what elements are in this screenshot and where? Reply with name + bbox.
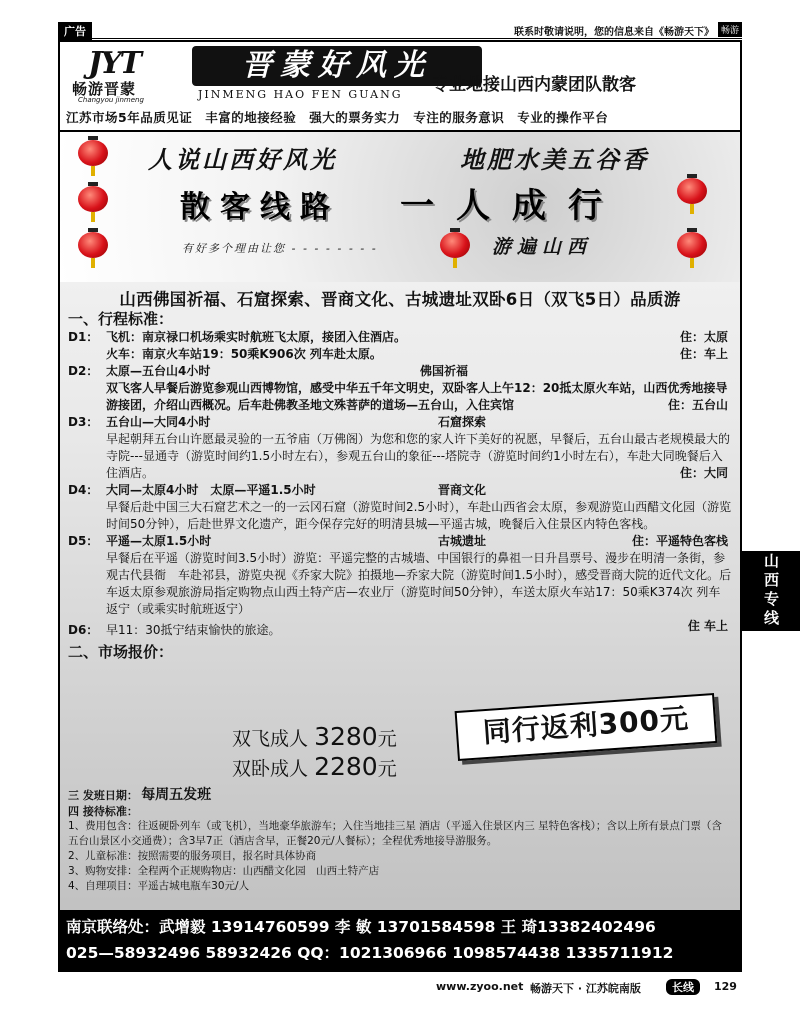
standard-item: 1、费用包含：往返硬卧列车（或飞机），当地豪华旅游车；入住当地挂三星 酒店（平遥入住景区内三 星特色客栈）；含以上所有景点门票（含五台山景区小交通费）；含3早7正（酒店含早，正餐20元/人餐标）；全程优秀地接导游服务。 [68, 820, 722, 847]
rebate-badge: 同行返利300元 [455, 693, 718, 761]
theme-tag: 佛国祈福 [420, 364, 469, 378]
stay-label: 住：太原 [679, 330, 728, 344]
brand-pinyin: JINMENG HAO FEN GUANG [198, 88, 403, 101]
day-6 [68, 622, 732, 639]
day-5 [68, 533, 732, 550]
standard-item: 4、自理项目：平遥古城电瓶车30元/人 [68, 880, 250, 892]
price-list [232, 723, 397, 783]
brand-tagline: 专业地接山西内蒙团队散客 [432, 75, 636, 95]
day-label: D3： [68, 415, 99, 429]
lantern-icon [438, 228, 472, 268]
poster-banner [60, 132, 740, 282]
day-label: D5： [68, 534, 99, 548]
stay-label: 住：大同 [679, 466, 728, 480]
lantern-icon [76, 228, 110, 268]
section-heading-price: 二、市场报价： [68, 643, 174, 661]
theme-tag: 晋商文化 [438, 483, 487, 497]
day-label: D4： [68, 483, 99, 497]
footer-publication: 畅游天下 · 江苏皖南版 [530, 982, 641, 995]
company-logo [66, 48, 176, 104]
flight-text: 飞机：南京禄口机场乘实时航班飞太原，接团入住酒店。 [106, 330, 407, 344]
day-desc: 早起朝拜五台山许愿最灵验的一五爷庙（万佛阁）为您和您的家人许下美好的祝愿，早餐后，五台山最古老规模最大的寺院---显通寺（游览时间约1.5小时左右），参观五台山的象征---塔院寺（游览时间约1小时左右），车赴大同晚餐后入住酒店。 [106, 432, 731, 480]
stay-label: 住 车上 [687, 619, 728, 633]
footer-website: www.zyoo.net [436, 980, 524, 993]
footer-section-pill: 长线 [666, 979, 700, 995]
itinerary [68, 310, 732, 662]
contact-bar [60, 910, 740, 970]
day-desc: 早餐后在平遥（游览时间3.5小时）游览：平遥完整的古城墙、中国银行的鼻祖一日升昌票号、漫步在明清一条街，参观古代县衙 车赴祁县，游览央视《乔家大院》拍摄地—乔家大院（游览时间1.5小时），感受晋商大院的近代文化。后车返太原参观旅游局指定购物点山西土特产店—农业厅（游览时间50分钟），车送太原火车站17：50乘K374次 列车返宁（或乘实时航班返宁） [106, 551, 732, 616]
logo-cn: 畅游晋蒙 [72, 80, 137, 98]
advertisement-frame [58, 40, 742, 972]
source-note: 联系时敬请说明，您的信息来自《畅游天下》 [514, 27, 714, 38]
price-label: 双飞成人 [232, 728, 309, 750]
day-3-desc [68, 431, 732, 482]
price-train [232, 753, 397, 783]
contact-line-1: 南京联络处：武增毅 13914760599 李 敏 13701584598 王 琦13382402496 [66, 918, 656, 936]
header [60, 42, 740, 132]
section-heading-itinerary: 一、行程标准： [68, 310, 174, 328]
price-value: 3280 [314, 722, 378, 751]
departure-row [68, 788, 732, 804]
brand-title: 晋蒙好风光 [192, 46, 482, 86]
page-number: 129 [714, 980, 737, 993]
departure-label: 三 发班日期： [68, 789, 138, 802]
stay-label: 住：平遥特色客栈 [631, 534, 728, 548]
side-tab: 山西专线 [742, 551, 800, 631]
poster-headline-left: 散客线路 [180, 190, 340, 225]
header-slogan: 江苏市场5年品质见证 丰富的地接经验 强大的票务实力 专注的服务意识 专业的操作平台 [66, 110, 609, 125]
standard-item: 2、儿童标准：按照需要的服务项目，报名时具体协商 [68, 850, 317, 862]
tour-title: 山西佛国祈福、石窟探索、晋商文化、古城遗址双卧6日（双飞5日）品质游 [119, 290, 681, 309]
magazine-mini-logo: 畅游 [718, 22, 742, 37]
departure-value: 每周五发班 [141, 787, 212, 803]
day-2-desc [68, 380, 732, 414]
lantern-icon [675, 174, 709, 214]
price-label: 双卧成人 [232, 758, 309, 780]
lantern-icon [675, 228, 709, 268]
price-unit: 元 [377, 728, 397, 750]
stay-label: 住：五台山 [667, 398, 728, 412]
standard-item: 3、购物安排：全程两个正规购物店：山西醋文化园 山西土特产店 [68, 865, 380, 877]
poster-headline-right: 一人成行 [400, 186, 624, 226]
stay-label: 住：车上 [679, 347, 728, 361]
contact-line-2: 025—58932496 58932426 QQ：1021306966 1098574438 1335711912 [66, 944, 674, 962]
ad-tag: 广告 [58, 22, 92, 40]
day-desc: 双飞客人早餐后游览参观山西博物馆，感受中华五千年文明史，双卧客人上午12：20抵太原火车站，山西优秀地接导游接团，介绍山西概况。后车赴佛教圣地文殊菩萨的道场—五台山，入住宾馆 [106, 381, 728, 412]
page-footer [420, 978, 742, 996]
day-1 [68, 329, 732, 346]
price-fly [232, 723, 397, 753]
top-bar [58, 22, 742, 39]
route-head: 平遥—太原1.5小时 [106, 534, 212, 548]
poem-line-left: 人说山西好风光 [148, 145, 337, 174]
poem-line-right: 地肥水美五谷香 [460, 145, 649, 174]
lantern-icon [76, 182, 110, 222]
day-desc: 早餐后赴中国三大石窟艺术之一的一云冈石窟（游览时间2.5小时），车赴山西省会太原，参观游览山西醋文化园（游览时间50分钟），后赴世界文化遗产，距今保存完好的明清县城—平遥古城，晚餐后入住景区内特色客栈。 [106, 500, 732, 531]
poster-subline-right: 游遍山西 [492, 236, 593, 258]
day-label: D1： [68, 330, 99, 344]
lantern-icon [76, 136, 110, 176]
day-label: D2： [68, 364, 99, 378]
terms [68, 788, 732, 894]
theme-tag: 石窟探索 [438, 415, 487, 429]
price-unit: 元 [377, 758, 397, 780]
route-head: 大同—太原4小时 太原—平遥1.5小时 [106, 483, 316, 497]
theme-tag: 古城遗址 [438, 534, 487, 548]
route-head: 五台山—大同4小时 [106, 415, 211, 429]
day-desc: 早11：30抵宁结束愉快的旅途。 [106, 623, 281, 637]
day-2 [68, 363, 732, 380]
day-label: D6： [68, 623, 99, 637]
logo-mark: JYT [88, 46, 140, 81]
day-1-train [68, 346, 732, 363]
price-value: 2280 [314, 752, 378, 781]
train-text: 火车：南京火车站19：50乘K906次 列车赴太原。 [106, 347, 382, 361]
day-4 [68, 482, 732, 499]
standard-label: 四 接待标准： [68, 805, 138, 818]
day-3 [68, 414, 732, 431]
route-head: 太原—五台山4小时 [106, 364, 211, 378]
logo-en: Changyou jinmeng [78, 96, 144, 104]
poster-subline-left: 有好多个理由让您 - - - - - - - - [182, 242, 378, 255]
